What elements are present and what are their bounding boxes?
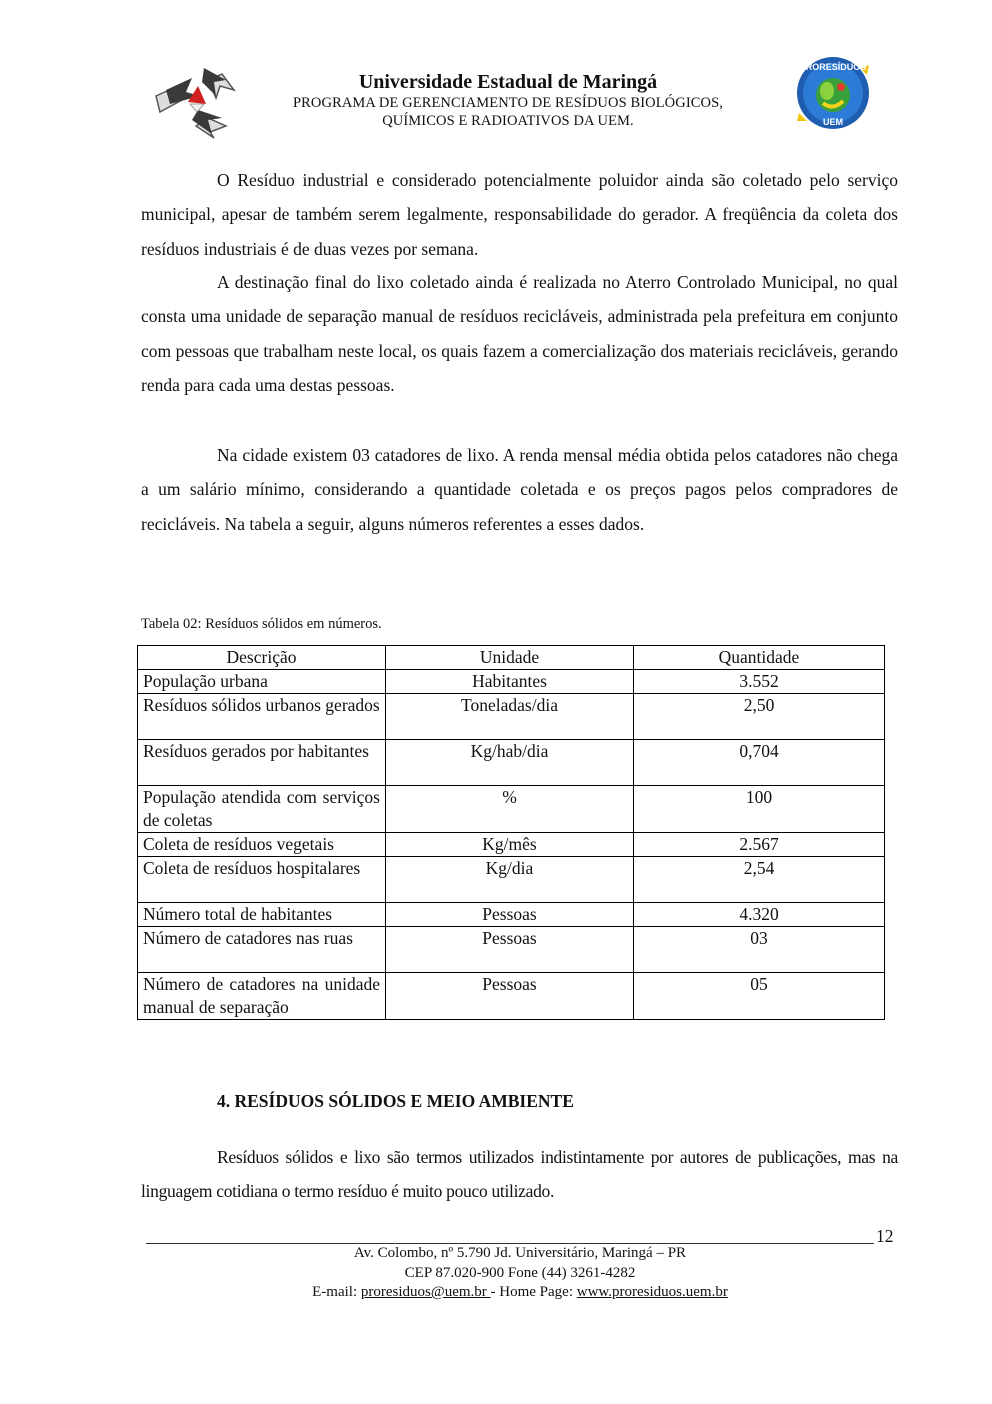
paragraph: O Resíduo industrial e considerado potencialmente poluidor ainda são coletado pelo serviço municipal, apesar de também serem legalmente, responsabilidade do gerador. A freqüência da coleta dos resíduos industriais é de duas vezes por semana.	[141, 170, 898, 259]
quantity-cell: 0,704	[634, 740, 885, 786]
program-subtitle-line2: QUÍMICOS E RADIOATIVOS DA UEM.	[382, 113, 634, 129]
unit-cell: Toneladas/dia	[386, 694, 634, 740]
proresiduos-logo-text: PRORESÍDUOS	[799, 62, 867, 72]
description-cell: Coleta de resíduos vegetais	[138, 833, 386, 857]
unit-cell: Pessoas	[386, 903, 634, 927]
table-row	[138, 857, 885, 903]
table-row	[138, 670, 885, 694]
email-label: E-mail:	[312, 1284, 361, 1300]
email-link[interactable]: proresiduos@uem.br	[360, 1284, 491, 1300]
description-cell: População urbana	[138, 670, 386, 694]
description-cell: Resíduos sólidos urbanos gerados	[138, 694, 386, 740]
table-header-row	[138, 646, 885, 670]
proresiduos-logo-icon	[795, 55, 871, 131]
description-cell: Número total de habitantes	[138, 903, 386, 927]
description-cell: Número de catadores nas ruas	[138, 927, 386, 973]
quantity-cell: 4.320	[634, 903, 885, 927]
uem-logo-icon	[152, 56, 238, 140]
table-caption: Tabela 02: Resíduos sólidos em números.	[141, 616, 382, 632]
table-row	[138, 694, 885, 740]
homepage-label: - Home Page:	[490, 1284, 577, 1300]
table-row	[138, 973, 885, 1020]
homepage-link[interactable]: www.proresiduos.uem.br	[576, 1284, 728, 1300]
university-title: Universidade Estadual de Maringá	[358, 71, 658, 93]
unit-cell: Kg/dia	[386, 857, 634, 903]
table-row	[138, 833, 885, 857]
description-cell: Resíduos gerados por habitantes	[138, 740, 386, 786]
description-cell: Número de catadores na unidade manual de separação	[138, 973, 386, 1020]
table-row	[138, 786, 885, 833]
program-subtitle-line1: PROGRAMA DE GERENCIAMENTO DE RESÍDUOS BIOLÓGICOS,	[293, 95, 723, 111]
unit-cell: Pessoas	[386, 927, 634, 973]
uem-logo-text: UEM	[823, 117, 843, 127]
footer-contact	[146, 1283, 894, 1303]
quantity-cell: 03	[634, 927, 885, 973]
table-row	[138, 927, 885, 973]
section-heading: 4. RESÍDUOS SÓLIDOS E MEIO AMBIENTE	[217, 1091, 574, 1111]
quantity-cell: 3.552	[634, 670, 885, 694]
table-row	[138, 903, 885, 927]
page-footer	[146, 1244, 894, 1303]
quantity-cell: 2.567	[634, 833, 885, 857]
column-header: Unidade	[386, 646, 634, 670]
quantity-cell: 2,54	[634, 857, 885, 903]
data-table	[137, 645, 885, 1020]
footer-cep-phone: CEP 87.020-900 Fone (44) 3261-4282	[404, 1264, 636, 1281]
column-header: Descrição	[138, 646, 386, 670]
footer-address: Av. Colombo, nº 5.790 Jd. Universitário, Maringá – PR	[353, 1245, 687, 1261]
unit-cell: Habitantes	[386, 670, 634, 694]
column-header: Quantidade	[634, 646, 885, 670]
unit-cell: Kg/mês	[386, 833, 634, 857]
quantity-cell: 2,50	[634, 694, 885, 740]
description-cell: População atendida com serviços de coletas	[138, 786, 386, 833]
description-cell: Coleta de resíduos hospitalares	[138, 857, 386, 903]
table-row	[138, 740, 885, 786]
quantity-cell: 05	[634, 973, 885, 1020]
page-number: 12	[876, 1226, 894, 1246]
unit-cell: %	[386, 786, 634, 833]
unit-cell: Kg/hab/dia	[386, 740, 634, 786]
page-header	[250, 70, 766, 130]
paragraph: A destinação final do lixo coletado ainda é realizada no Aterro Controlado Municipal, no qual consta uma unidade de separação manual de resíduos recicláveis, administrada pela prefeitura em conjunto com pessoas que trabalham neste local, os quais fazem a comercialização dos materiais recicláveis, gerando renda para cada uma destas pessoas.	[141, 272, 898, 395]
paragraph: Resíduos sólidos e lixo são termos utilizados indistintamente por autores de publicações, mas na linguagem cotidiana o termo resíduo é muito pouco utilizado.	[141, 1147, 898, 1202]
paragraph: Na cidade existem 03 catadores de lixo. A renda mensal média obtida pelos catadores não chega a um salário mínimo, considerando a quantidade coletada e os preços pagos pelos compradores de recicláveis. Na tabela a seguir, alguns números referentes a esses dados.	[141, 445, 898, 534]
unit-cell: Pessoas	[386, 973, 634, 1020]
quantity-cell: 100	[634, 786, 885, 833]
